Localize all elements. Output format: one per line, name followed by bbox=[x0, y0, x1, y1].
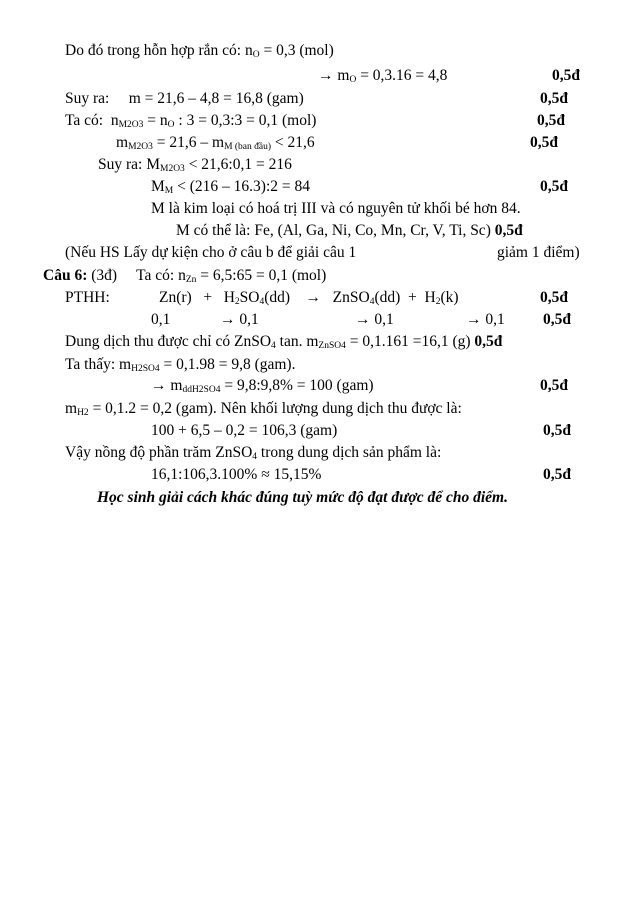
subscript: 4 bbox=[259, 297, 265, 307]
text: = 0,1.2 = 0,2 (gam). Nên khối lượng dung dịch thu được là: bbox=[88, 400, 462, 417]
score-mark: 0,5đ bbox=[474, 333, 503, 350]
subscript: 2 bbox=[435, 297, 441, 307]
text: = 21,6 – m bbox=[152, 134, 225, 151]
text: → m bbox=[318, 67, 350, 84]
text: Suy ra: m = 21,6 – 4,8 = 16,8 (gam) bbox=[65, 90, 304, 107]
text: → 0,1 bbox=[355, 311, 394, 328]
subscript: O bbox=[167, 120, 175, 130]
text: trong dung dịch sản phẩm là: bbox=[257, 444, 442, 461]
subscript: 4 bbox=[252, 452, 258, 462]
text: Ta có: n bbox=[65, 112, 119, 129]
text: 16,1:106,3.100% ≈ 15,15% bbox=[151, 466, 322, 483]
text: M bbox=[151, 178, 165, 195]
text: (k) bbox=[440, 289, 459, 306]
score-mark: 0,5đ bbox=[530, 134, 558, 151]
text-line bbox=[318, 67, 447, 85]
score-mark: 0,5đ bbox=[543, 311, 571, 328]
subscript: 2 bbox=[234, 297, 240, 307]
text-line bbox=[176, 222, 523, 240]
text-line bbox=[151, 377, 374, 395]
text: Do đó trong hỗn hợp rắn có: n bbox=[65, 42, 253, 59]
text: (dd) + H bbox=[374, 289, 436, 306]
text-line bbox=[65, 42, 334, 60]
text: tan. m bbox=[275, 333, 319, 350]
text-line bbox=[151, 178, 310, 196]
text-line bbox=[65, 289, 110, 307]
text-line bbox=[65, 356, 295, 374]
text: M là kim loại có hoá trị III và có nguyên tử khối bé hơn 84. bbox=[151, 200, 521, 217]
text: (dd) → ZnSO bbox=[264, 289, 370, 306]
text: Ta thấy: m bbox=[65, 356, 132, 373]
subscript: M2O3 bbox=[118, 120, 144, 130]
text-line bbox=[151, 466, 321, 484]
text: → 0,1 bbox=[220, 311, 259, 328]
text: < 21,6:0,1 = 216 bbox=[184, 156, 292, 173]
text: → 0,1 bbox=[466, 311, 505, 328]
text: = 0,1.161 =16,1 (g) bbox=[345, 333, 475, 350]
score-mark: 0,5đ bbox=[494, 222, 523, 239]
text-line bbox=[116, 134, 315, 152]
text: → m bbox=[151, 377, 183, 394]
subscript: 4 bbox=[369, 297, 375, 307]
subscript: O bbox=[252, 50, 260, 60]
text-line bbox=[151, 422, 337, 440]
subscript: ddH2SO4 bbox=[182, 385, 221, 395]
text: = 6,5:65 = 0,1 (mol) bbox=[196, 267, 327, 284]
text: Vậy nồng độ phần trăm ZnSO bbox=[65, 444, 253, 461]
score-mark: 0,5đ bbox=[537, 112, 565, 129]
text: M có thể là: Fe, (Al, Ga, Ni, Co, Mn, Cr, V, Ti, Sc) bbox=[176, 222, 495, 239]
subscript: H2SO4 bbox=[131, 364, 160, 374]
text: = 0,3 (mol) bbox=[259, 42, 334, 59]
score-mark: 0,5đ bbox=[552, 67, 580, 84]
text-line bbox=[65, 400, 462, 418]
subscript: Zn bbox=[185, 275, 197, 285]
text: = 0,3.16 = 4,8 bbox=[356, 67, 448, 84]
text: = 9,8:9,8% = 100 (gam) bbox=[220, 377, 374, 394]
text-line bbox=[65, 90, 304, 108]
subscript: O bbox=[349, 75, 357, 85]
subscript: 4 bbox=[271, 341, 276, 351]
text: = n bbox=[143, 112, 168, 129]
subscript: M (ban đầu) bbox=[224, 142, 272, 152]
grading-note: Học sinh giải cách khác đúng tuỳ mức độ đạt được để cho điểm. bbox=[97, 489, 508, 506]
text: < 21,6 bbox=[271, 134, 315, 151]
text: SO bbox=[239, 289, 260, 306]
text: Suy ra: M bbox=[98, 156, 160, 173]
text: (3đ) Ta có: n bbox=[87, 267, 186, 284]
equation bbox=[159, 289, 459, 307]
subscript: H2 bbox=[77, 408, 89, 418]
text-line bbox=[65, 333, 502, 351]
text-line bbox=[65, 444, 441, 462]
text: (Nếu HS Lấy dự kiện cho ở câu b để giải câu 1 bbox=[65, 244, 357, 261]
score-mark: 0,5đ bbox=[540, 377, 568, 394]
text: 0,1 bbox=[151, 311, 171, 328]
text-line bbox=[497, 244, 580, 262]
text: Dung dịch thu được chỉ có ZnSO bbox=[65, 333, 272, 350]
text: 100 + 6,5 – 0,2 = 106,3 (gam) bbox=[151, 422, 338, 439]
score-mark: 0,5đ bbox=[540, 289, 568, 306]
subscript: ZnSO4 bbox=[318, 341, 346, 351]
text-line bbox=[65, 244, 356, 262]
text: Zn(r) + H bbox=[159, 289, 235, 306]
score-mark: 0,5đ bbox=[543, 466, 571, 483]
text-line bbox=[151, 200, 521, 218]
text-line bbox=[65, 112, 316, 130]
text: < (216 – 16.3):2 = 84 bbox=[173, 178, 310, 195]
text-line bbox=[98, 156, 292, 174]
question-label: Câu 6: bbox=[43, 267, 88, 284]
text: = 0,1.98 = 9,8 (gam). bbox=[159, 356, 296, 373]
subscript: M2O3 bbox=[128, 142, 153, 152]
score-mark: 0,5đ bbox=[543, 422, 571, 439]
text: : 3 = 0,3:3 = 0,1 (mol) bbox=[174, 112, 317, 129]
score-mark: 0,5đ bbox=[540, 90, 568, 107]
question-heading bbox=[43, 267, 326, 285]
subscript: M bbox=[164, 186, 174, 196]
text: m bbox=[65, 400, 78, 417]
text: m bbox=[116, 134, 129, 151]
subscript: M2O3 bbox=[160, 164, 185, 174]
score-mark: 0,5đ bbox=[540, 178, 568, 195]
text: giảm 1 điểm) bbox=[497, 244, 580, 261]
text: PTHH: bbox=[65, 289, 110, 306]
